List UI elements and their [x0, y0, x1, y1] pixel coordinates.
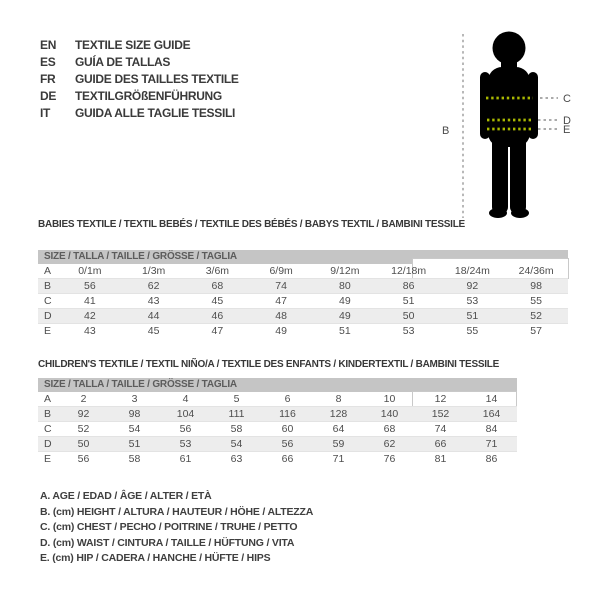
table-cell: 56	[84, 280, 96, 292]
table-cell: 55	[530, 295, 542, 307]
language-code: EN	[40, 37, 57, 52]
table-row	[38, 294, 568, 309]
language-guide-title: GUÍA DE TALLAS	[75, 54, 171, 69]
table-cell: 48	[275, 310, 287, 322]
table-cell: 12/18m	[391, 265, 427, 277]
children-section-title: CHILDREN'S TEXTILE / TEXTIL NIÑO/A / TEXTILE DES ENFANTS / KINDERTEXTIL / BAMBINI TESSILE	[38, 359, 500, 370]
table-row	[38, 309, 568, 324]
table-cell: 164	[482, 408, 501, 420]
babies-size-header: SIZE / TALLA / TAILLE / GRÖSSE / TAGLIA	[38, 250, 568, 264]
hip-label: E	[563, 124, 571, 136]
table-cell: 47	[211, 325, 224, 337]
table-cell: 80	[339, 280, 351, 292]
row-label: B	[44, 408, 52, 420]
table-cell: 4	[182, 393, 189, 405]
legend-item: A. AGE / EDAD / ÂGE / ALTER / ETÀ	[40, 490, 212, 502]
table-cell: 152	[431, 408, 450, 420]
children-table-body	[38, 392, 517, 467]
table-row	[38, 264, 568, 279]
language-row	[40, 70, 239, 87]
table-cell: 9/12m	[330, 265, 360, 277]
table-cell: 62	[147, 280, 160, 292]
table-cell: 12	[434, 393, 447, 405]
table-cell: 98	[530, 280, 542, 292]
table-cell: 86	[485, 453, 498, 465]
row-label: E	[44, 325, 52, 337]
table-cell: 50	[77, 438, 90, 450]
table-cell: 84	[485, 423, 498, 435]
table-cell: 41	[84, 295, 96, 307]
table-cell: 46	[211, 310, 224, 322]
child-silhouette-figure	[430, 22, 595, 222]
table-cell: 52	[530, 310, 542, 322]
table-row	[38, 437, 517, 452]
table-cell: 6	[284, 393, 291, 405]
table-cell: 104	[176, 408, 195, 420]
babies-table-body	[38, 264, 568, 339]
babies-section-title: BABIES TEXTILE / TEXTIL BEBÉS / TEXTILE DES BÉBÉS / BABYS TEXTIL / BAMBINI TESSILE	[38, 219, 465, 230]
table-cell: 128	[329, 408, 348, 420]
table-cell: 59	[332, 438, 345, 450]
table-cell: 92	[77, 408, 90, 420]
table-cell: 71	[485, 438, 498, 450]
table-cell: 45	[211, 295, 224, 307]
table-cell: 3/6m	[205, 265, 230, 277]
table-cell: 14	[485, 393, 498, 405]
table-cell: 53	[179, 438, 192, 450]
waist-label: D	[563, 115, 571, 127]
table-cell: 24/36m	[518, 265, 554, 277]
table-cell: 56	[281, 438, 294, 450]
table-cell: 62	[383, 438, 396, 450]
children-size-table	[38, 378, 517, 467]
table-cell: 6/9m	[269, 265, 293, 277]
language-guide-title: GUIDE DES TAILLES TEXTILE	[75, 71, 239, 86]
table-cell: 92	[466, 280, 479, 292]
table-cell: 66	[281, 453, 294, 465]
table-cell: 56	[77, 453, 90, 465]
table-cell: 98	[128, 408, 141, 420]
row-label: B	[44, 280, 52, 292]
legend-item: B. (cm) HEIGHT / ALTURA / HAUTEUR / HÖHE / ALTEZZA	[40, 505, 314, 518]
language-code: IT	[40, 105, 51, 120]
language-guide-title: TEXTILE SIZE GUIDE	[75, 37, 191, 52]
table-cell: 18/24m	[454, 265, 490, 277]
language-code: DE	[40, 88, 57, 103]
legend-item: D. (cm) WAIST / CINTURA / TAILLE / HÜFTUNG / VITA	[40, 536, 295, 549]
babies-size-table	[38, 250, 568, 339]
chest-label: C	[563, 93, 571, 105]
table-cell: 49	[339, 310, 351, 322]
table-cell: 116	[279, 408, 296, 420]
table-cell: 74	[434, 423, 447, 435]
table-cell: 50	[402, 310, 415, 322]
table-cell: 58	[230, 423, 243, 435]
table-cell: 58	[128, 453, 141, 465]
table-cell: 57	[530, 325, 542, 337]
table-row	[38, 324, 568, 339]
table-cell: 44	[147, 310, 160, 322]
table-cell: 51	[339, 325, 351, 337]
table-row	[38, 452, 517, 467]
measurement-legend	[40, 489, 313, 567]
table-cell: 54	[128, 423, 141, 435]
table-cell: 61	[179, 453, 192, 465]
table-cell: 63	[230, 453, 243, 465]
table-cell: 47	[275, 295, 287, 307]
row-label: E	[44, 453, 52, 465]
table-cell: 2	[80, 393, 87, 405]
row-label: D	[44, 310, 52, 322]
table-cell: 49	[339, 295, 351, 307]
table-cell: 54	[230, 438, 243, 450]
language-code: FR	[40, 71, 56, 86]
table-cell: 43	[84, 325, 96, 337]
height-label: B	[442, 125, 450, 137]
children-size-header: SIZE / TALLA / TAILLE / GRÖSSE / TAGLIA	[38, 378, 517, 392]
language-list	[40, 36, 239, 121]
table-cell: 0/1m	[78, 265, 102, 277]
language-code: ES	[40, 54, 56, 69]
table-cell: 1/3m	[141, 265, 166, 277]
table-cell: 64	[332, 423, 345, 435]
row-label: A	[44, 393, 52, 405]
table-cell: 66	[434, 438, 447, 450]
language-guide-title: GUIDA ALLE TAGLIE TESSILI	[75, 105, 236, 120]
table-cell: 10	[383, 393, 396, 405]
child-body-icon	[480, 32, 538, 219]
row-label: C	[44, 295, 52, 307]
table-cell: 55	[466, 325, 479, 337]
table-row	[38, 279, 568, 294]
table-cell: 5	[233, 393, 240, 405]
table-row	[38, 422, 517, 437]
table-cell: 81	[434, 453, 447, 465]
table-cell: 53	[466, 295, 479, 307]
table-cell: 45	[147, 325, 160, 337]
row-label: D	[44, 438, 52, 450]
language-guide-title: TEXTILGRÖßENFÜHRUNG	[75, 88, 222, 103]
table-cell: 111	[228, 408, 245, 420]
table-row	[38, 407, 517, 422]
row-label: A	[44, 265, 52, 277]
language-row	[40, 36, 239, 53]
legend-item: C. (cm) CHEST / PECHO / POITRINE / TRUHE / PETTO	[40, 521, 298, 533]
table-cell: 68	[211, 280, 224, 292]
table-cell: 71	[332, 453, 345, 465]
table-cell: 53	[402, 325, 415, 337]
table-cell: 60	[281, 423, 294, 435]
table-cell: 86	[402, 280, 415, 292]
table-cell: 43	[147, 295, 160, 307]
language-row	[40, 53, 239, 70]
table-cell: 76	[383, 453, 396, 465]
table-cell: 49	[275, 325, 287, 337]
row-label: C	[44, 423, 52, 435]
table-cell: 52	[77, 423, 90, 435]
table-cell: 140	[380, 408, 399, 420]
table-cell: 74	[275, 280, 287, 292]
table-cell: 68	[383, 423, 396, 435]
table-cell: 51	[466, 310, 479, 322]
table-row	[38, 392, 517, 407]
language-row	[40, 87, 239, 104]
language-row	[40, 104, 239, 121]
legend-item: E. (cm) HIP / CADERA / HANCHE / HÜFTE / HIPS	[40, 552, 271, 564]
table-cell: 51	[402, 295, 415, 307]
table-cell: 42	[84, 310, 96, 322]
table-cell: 51	[128, 438, 141, 450]
table-cell: 8	[335, 393, 342, 405]
table-cell: 3	[131, 393, 138, 405]
table-cell: 56	[179, 423, 192, 435]
